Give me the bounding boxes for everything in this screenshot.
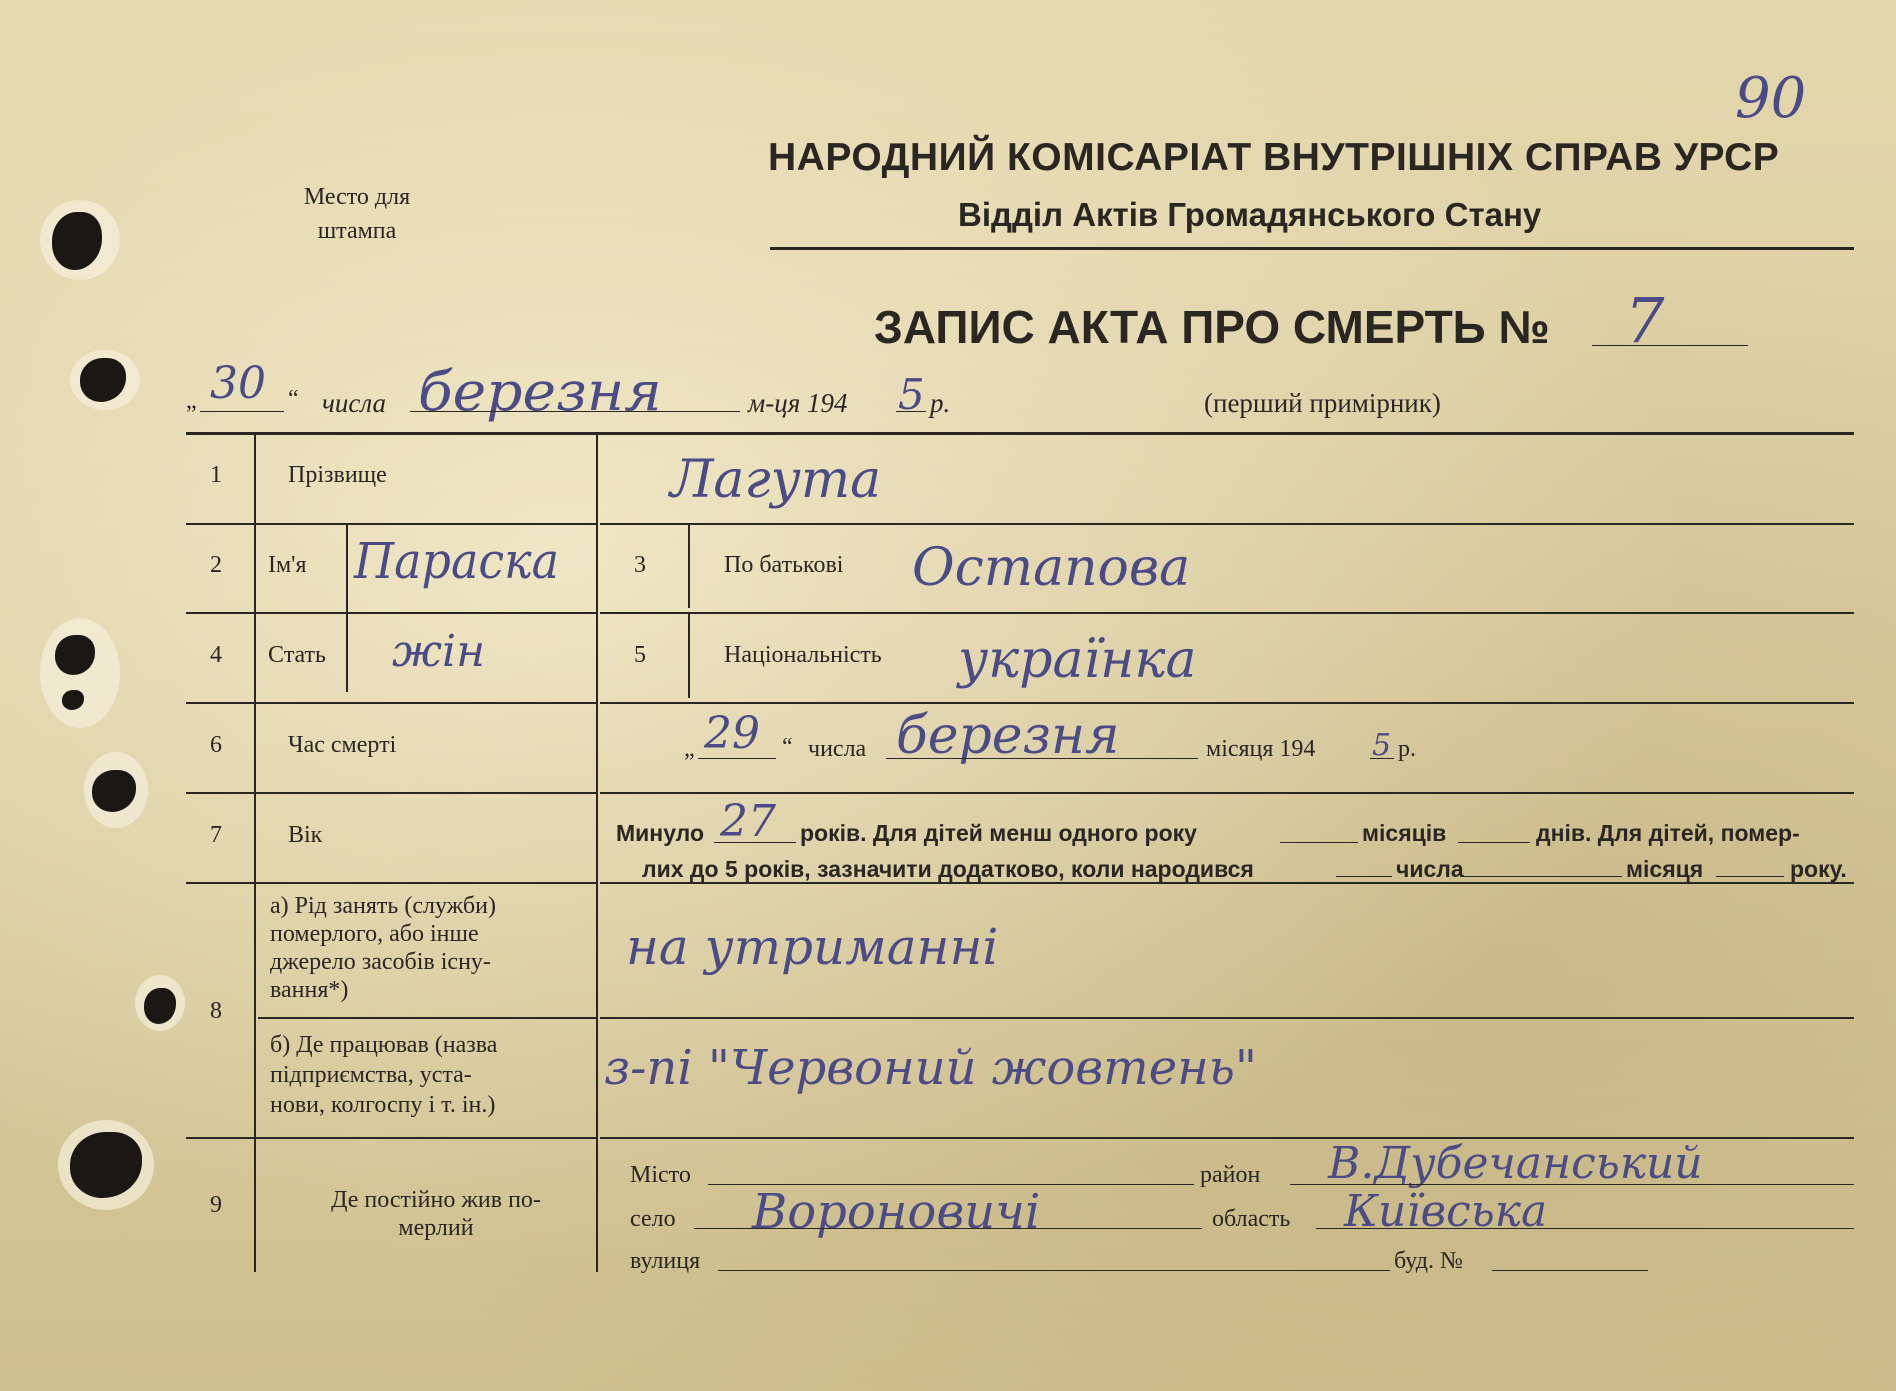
- occupation-label: а) Рід занять (служби) померлого, або інше джерело засобів існу- вання*): [270, 893, 496, 1003]
- nationality-value: українка: [958, 630, 1197, 690]
- surname-value: Лагута: [670, 450, 882, 510]
- row-1-number: 1: [210, 462, 222, 488]
- row-7-number: 7: [210, 822, 222, 848]
- patronymic-value: Остапова: [912, 538, 1191, 598]
- sex-label: Стать: [268, 642, 326, 668]
- date-day: 30: [210, 358, 266, 409]
- row-4-number: 4: [210, 642, 222, 668]
- copy-label: (перший примірник): [1204, 388, 1441, 418]
- stamp-place-label: Место для штампа: [303, 184, 411, 244]
- age-label: Вік: [288, 822, 323, 848]
- row-2-number: 2: [210, 552, 222, 578]
- patronymic-label: По батькові: [724, 552, 844, 578]
- ministry-heading: НАРОДНИЙ КОМІСАРІАТ ВНУТРІШНІХ СПРАВ УРСР: [768, 136, 1780, 179]
- age-years: 27: [720, 796, 776, 847]
- village-label: село: [630, 1206, 676, 1232]
- street-label: вулиця: [630, 1248, 701, 1274]
- first-name-label: Ім'я: [268, 552, 307, 578]
- record-number: 7: [1625, 284, 1665, 357]
- page-number: 90: [1735, 66, 1807, 131]
- village-value: Вороновичі: [752, 1184, 1041, 1240]
- region-label: область: [1212, 1206, 1291, 1232]
- row-8-number: 8: [210, 998, 222, 1024]
- row-6-number: 6: [210, 732, 222, 758]
- date-month-label: м-ця 194: [748, 388, 848, 418]
- record-number-line: [1592, 345, 1748, 346]
- death-year-digit: 5: [1372, 728, 1392, 763]
- building-label: буд. №: [1394, 1248, 1463, 1274]
- workplace-value: з-пі "Червоний жовтень": [604, 1040, 1257, 1096]
- row-9-number: 9: [210, 1192, 222, 1218]
- district-label: район: [1200, 1162, 1261, 1188]
- date-day-label: числа: [322, 388, 386, 418]
- occupation-value: на утриманні: [626, 918, 999, 976]
- first-name-value: Параска: [354, 532, 560, 590]
- date-month: березня: [418, 360, 662, 423]
- surname-label: Прізвище: [288, 462, 387, 488]
- department-heading: Відділ Актів Громадянського Стану: [958, 196, 1542, 233]
- date-year-digit: 5: [898, 370, 925, 419]
- header-rule: [770, 247, 1854, 250]
- nationality-label: Національність: [724, 642, 882, 668]
- death-day: 29: [704, 708, 760, 759]
- region-value: Київська: [1344, 1186, 1548, 1237]
- workplace-label: б) Де працював (назва підприємства, уста- нови, колгоспу і т. ін.): [270, 1032, 498, 1118]
- city-label: Місто: [630, 1162, 691, 1188]
- death-month: березня: [896, 706, 1120, 766]
- row-3-number: 3: [634, 552, 646, 578]
- residence-label: Де постійно жив по- мерлий: [331, 1187, 541, 1241]
- sex-value: жін: [392, 626, 486, 677]
- record-title: ЗАПИС АКТА ПРО СМЕРТЬ №: [874, 301, 1550, 353]
- document-sheet: 90 Место для штампа НАРОДНИЙ КОМІСАРІАТ ВНУТРІШНІХ СПРАВ УРСР Відділ Актів Громадянського Стану ЗАПИС АКТА ПРО СМЕРТЬ № 7 „ 30 “ числа березня м-ця 194 5 р. (перший примірник) 1 Прізвище Лагута 2 Ім'я Параска 3 По батькові Остапова 4 Стать жін 5 Національність українка 6 Час смерті „ 29 “ числа березня місяця 194 5 р. 7 Вік Минуло 27 років. Для дітей менш одного року місяців днів. Для дітей, помер- лих до 5 років, зазначити додатково, коли народився числа місяця року. 8 а) Рід занять (служби) померлого, або інше джерело засобів існу- вання*) на утриманні б) Де працював (назва підприємства, уста- нови, колгоспу і т. ін.) з-пі "Червоний жовтень" 9 Де постійно жив по- мерлий Місто район В.Дубечанський село Вороновичі область Київська вулиця буд. №: [0, 0, 1896, 1391]
- district-value: В.Дубечанський: [1328, 1138, 1703, 1189]
- row-5-number: 5: [634, 642, 646, 668]
- death-time-label: Час смерті: [288, 732, 397, 758]
